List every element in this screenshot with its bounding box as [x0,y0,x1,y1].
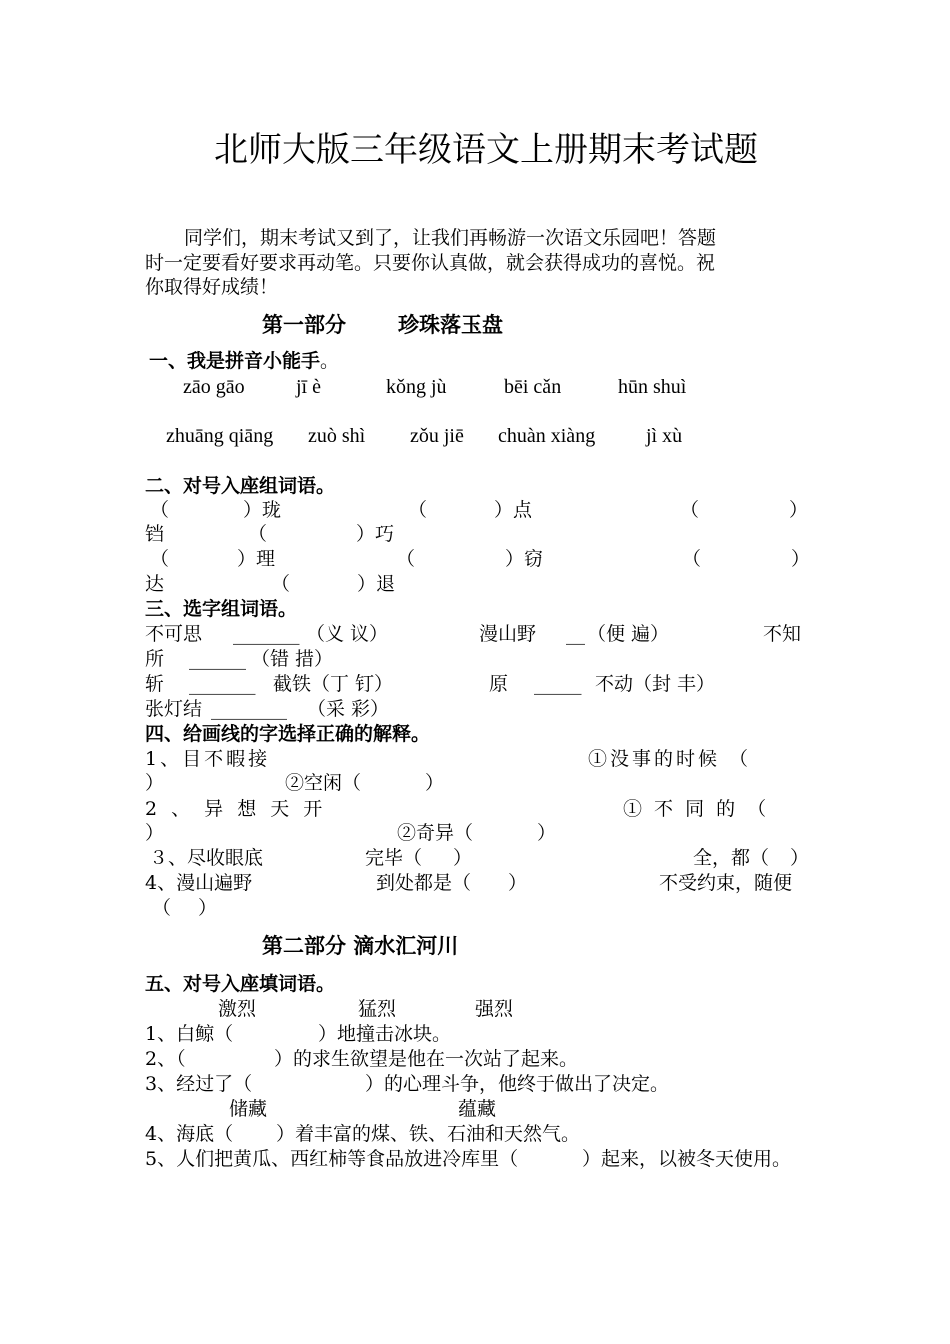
word-item: 斩 [145,673,165,695]
pinyin-item: jì xù [646,425,683,447]
q3-heading: 三、选字组词语。 [145,598,298,620]
sentence-end: ）着丰富的煤、铁、石油和天然气。 [276,1123,581,1145]
word-item: 铛 [145,523,165,545]
word-choice: 蕴藏 [458,1098,497,1120]
option-pair: （便 遍） [587,623,670,645]
sentence-start: 4、海底（ [145,1123,234,1145]
word-choice: 猛烈 [358,998,397,1020]
option-pair: 截铁（丁 钉） [273,673,394,695]
intro-line-2: 时一定要看好要求再动笔。只要你认真做，就会获得成功的喜悦。祝 [145,252,716,274]
bracket: ） [537,822,557,844]
blank-line: _______ [233,623,300,645]
bracket: ） [790,847,810,869]
bracket: （ [680,499,700,521]
blank-line: _______ [189,673,256,695]
bracket: ） [198,897,218,919]
option-pair: （错 措） [251,648,334,670]
pinyin-item: bēi cǎn [504,376,562,398]
bracket: （ [150,499,170,521]
pinyin-item: jī è [296,376,321,398]
q4-item-1: 1、目不暇接 [145,748,271,770]
bracket: ） [425,772,445,794]
word-item: 原 [489,673,509,695]
word-item: 漫山野 [479,623,537,645]
blank-line: _____ [534,673,582,695]
pinyin-item: zuò shì [308,425,366,447]
pinyin-item: zǒu jiē [410,425,464,447]
bracket: ） [789,499,809,521]
sentence-start: 5、人们把黄瓜、西红柿等食品放进冷库里（ [145,1148,519,1170]
word-item: 达 [145,573,165,595]
bracket: ） [453,847,473,869]
option-pair: 不动（封 丰） [595,673,716,695]
blank-line: ______ [189,648,246,670]
q4-option: ②奇异（ [397,822,474,844]
bracket: （ [150,548,170,570]
sentence-start: 3、经过了（ [145,1073,253,1095]
word-item: 所 [145,648,165,670]
part1-heading-a: 第一部分 [262,312,346,337]
word-item: 张灯结 [145,698,203,720]
sentence-end: ）起来，以被冬天使用。 [582,1148,792,1170]
bracket: （ [408,499,428,521]
q4-option: 到处都是（ [376,872,472,894]
pinyin-item: zāo gāo [183,376,245,398]
word-item: ）巧 [356,523,395,545]
pinyin-item: chuàn xiàng [498,425,596,447]
bracket: （ [248,523,268,545]
bracket: ） [508,872,528,894]
intro-line-3: 你取得好成绩！ [145,276,279,298]
pinyin-item: zhuāng qiāng [166,425,274,447]
blank-line: __ [566,623,585,645]
bracket: ） [145,772,165,794]
q4-option: 完毕（ [365,847,423,869]
intro-line-1: 同学们，期末考试又到了，让我们再畅游一次语文乐园吧！答题 [184,227,717,249]
q4-heading: 四、给画线的字选择正确的解释。 [145,723,431,745]
word-item: ）点 [494,499,533,521]
bracket: ） [145,822,165,844]
sentence-end: ）地撞击冰块。 [318,1023,452,1045]
bracket: （ [271,573,291,595]
bracket: （ [682,548,702,570]
word-item: ）退 [357,573,396,595]
blank-line: ________ [211,698,287,720]
q4-item-2: 2 、 异 想 天 开 [145,798,327,820]
sentence-start: 2、（ [145,1048,186,1070]
option-pair: （采 彩） [307,698,390,720]
word-item: ）珑 [243,499,282,521]
q4-option: ②空闲（ [285,772,362,794]
q4-option: ①没事的时候 （ [588,748,752,770]
q4-option: ① 不 同 的 （ [623,798,770,820]
bracket: ） [791,548,811,570]
bracket: （ [152,897,172,919]
word-item: 不知 [763,623,802,645]
word-choice: 储藏 [229,1098,268,1120]
word-choice: 强烈 [475,998,514,1020]
q2-heading: 二、对号入座组词语。 [145,475,336,497]
q4-option: 不受约束，随便 [659,872,793,894]
page-title: 北师大版三年级语文上册期末考试题 [214,130,758,170]
word-item: ）理 [237,548,276,570]
word-item: 不可思 [145,623,203,645]
word-item: ）窃 [505,548,544,570]
part1-heading-b: 珍珠落玉盘 [398,312,503,337]
sentence-end: ）的心理斗争，他终于做出了决定。 [365,1073,670,1095]
part2-heading: 第二部分 滴水汇河川 [262,933,459,958]
sentence-start: 1、白鲸（ [145,1023,234,1045]
bracket: （ [396,548,416,570]
pinyin-item: hūn shuì [618,376,687,398]
q1-heading: 一、我是拼音小能手。 [149,350,340,372]
q5-heading: 五、对号入座填词语。 [145,973,336,995]
option-pair: （义 议） [306,623,389,645]
word-choice: 激烈 [218,998,257,1020]
q4-item-3: ３、尽收眼底 [149,847,264,869]
q4-item-4: 4、漫山遍野 [145,872,253,894]
pinyin-item: kǒng jù [386,376,447,398]
q4-option: 全，都（ [693,847,770,869]
sentence-end: ）的求生欲望是他在一次站了起来。 [274,1048,579,1070]
